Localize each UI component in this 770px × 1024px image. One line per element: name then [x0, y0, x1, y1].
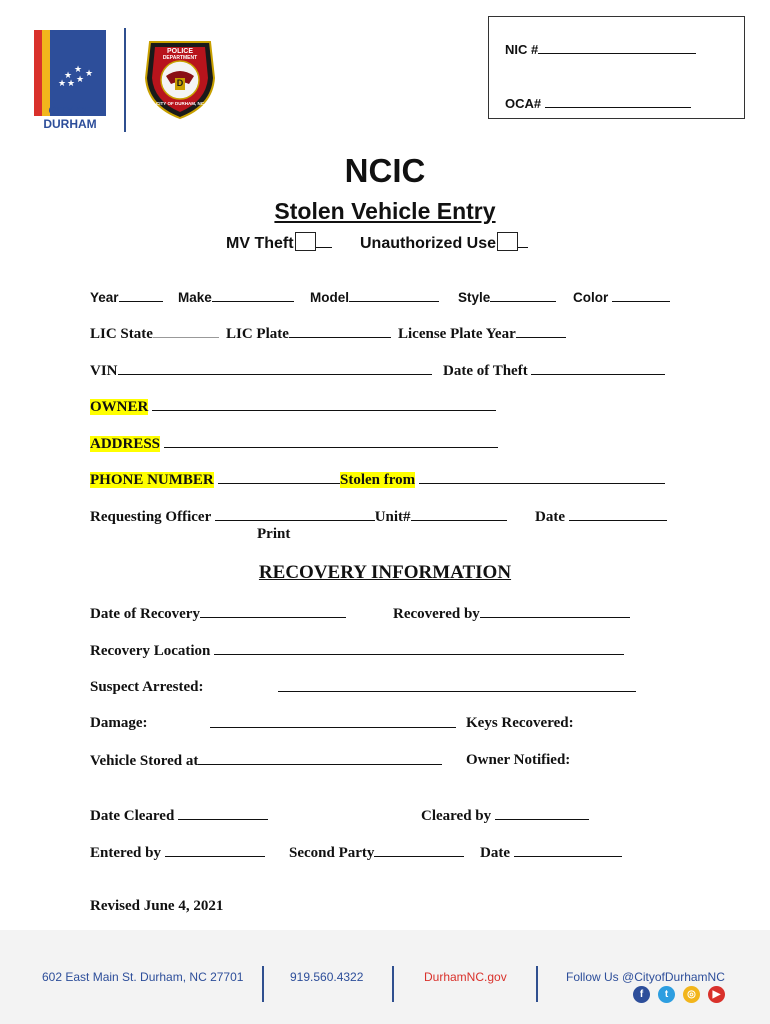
svg-text:★: ★ [74, 65, 83, 75]
badge-top-text: POLICE [166, 48, 194, 55]
make-field[interactable] [178, 289, 294, 305]
facebook-icon[interactable]: f [633, 986, 650, 1003]
page-footer [0, 930, 770, 1024]
recovery-location-field[interactable] [90, 642, 624, 660]
badge-letter: D [176, 78, 184, 88]
footer-divider [262, 966, 264, 1002]
owner-label: OWNER [90, 399, 149, 415]
keys-recovered-label: Keys Recovered: [466, 715, 574, 731]
mv-theft-option[interactable] [226, 232, 332, 253]
logo-divider [124, 28, 126, 132]
date-of-recovery-label: Date of Recovery [90, 606, 200, 622]
nic-label: NIC # [505, 42, 539, 57]
date-of-theft-field[interactable] [443, 362, 665, 380]
lic-state-field[interactable] [90, 325, 219, 343]
oca-field[interactable] [505, 95, 691, 111]
plate-year-label: License Plate Year [398, 326, 516, 342]
footer-address: 602 East Main St. Durham, NC 27701 [42, 970, 244, 984]
recovered-by-label: Recovered by [393, 606, 480, 622]
officer-date-label: Date [535, 509, 565, 525]
address-field[interactable] [90, 435, 498, 453]
city-logo-line1: CITY OF [48, 105, 92, 117]
unit-label: Unit# [374, 509, 411, 525]
svg-text:★: ★ [85, 69, 94, 79]
second-party-field[interactable] [289, 844, 464, 862]
phone-field[interactable] [90, 471, 346, 489]
date-of-recovery-field[interactable] [90, 605, 346, 623]
year-label: Year [90, 290, 119, 305]
stolen-from-label: Stolen from [340, 472, 416, 488]
owner-field[interactable] [90, 398, 496, 416]
footer-phone: 919.560.4322 [290, 970, 364, 984]
unauthorized-use-checkbox[interactable] [497, 232, 518, 251]
badge-dept-text: DEPARTMENT [162, 55, 198, 61]
recovery-location-label: Recovery Location [90, 643, 211, 659]
vin-label: VIN [90, 363, 118, 379]
make-label: Make [178, 290, 212, 305]
svg-text:★: ★ [58, 79, 67, 88]
page-title: NCIC [344, 152, 426, 189]
second-party-label: Second Party [289, 845, 375, 861]
entered-by-label: Entered by [90, 845, 161, 861]
phone-label: PHONE NUMBER [90, 472, 214, 488]
entry-date-label: Date [480, 845, 510, 861]
damage-field[interactable] [210, 715, 456, 733]
twitter-icon[interactable]: t [658, 986, 675, 1003]
address-label: ADDRESS [90, 436, 161, 452]
cleared-by-label: Cleared by [421, 808, 492, 824]
mv-theft-checkbox[interactable] [295, 232, 316, 251]
model-label: Model [310, 290, 349, 305]
svg-text:★: ★ [76, 75, 85, 85]
footer-follow: Follow Us @CityofDurhamNC [566, 970, 725, 984]
unauthorized-use-option[interactable] [360, 232, 528, 253]
vehicle-stored-label: Vehicle Stored at [90, 753, 199, 769]
svg-text:★: ★ [64, 71, 73, 81]
color-label: Color [573, 290, 609, 305]
recovery-heading: RECOVERY INFORMATION [258, 562, 512, 583]
mv-theft-label: MV Theft [226, 235, 294, 252]
city-of-durham-logo [34, 30, 106, 134]
revised-date: Revised June 4, 2021 [90, 898, 224, 914]
year-field[interactable] [90, 289, 163, 305]
youtube-icon[interactable]: ▶ [708, 986, 725, 1003]
damage-label: Damage: [90, 715, 148, 731]
model-field[interactable] [310, 289, 439, 305]
officer-date-field[interactable] [535, 508, 667, 526]
suspect-arrested-label: Suspect Arrested: [90, 679, 204, 695]
stolen-from-field[interactable] [340, 471, 665, 489]
svg-text:★: ★ [67, 79, 76, 88]
badge-bottom-text: CITY OF DURHAM, NC [156, 101, 204, 106]
page-subtitle: Stolen Vehicle Entry [274, 198, 496, 224]
entered-by-field[interactable] [90, 844, 265, 862]
nic-field[interactable] [505, 41, 696, 57]
lic-state-label: LIC State [90, 326, 153, 342]
footer-divider [536, 966, 538, 1002]
entry-date-field[interactable] [480, 844, 622, 862]
unauthorized-use-label: Unauthorized Use [360, 235, 497, 252]
style-label: Style [458, 290, 491, 305]
requesting-officer-field[interactable] [90, 508, 507, 526]
vehicle-stored-field[interactable] [90, 752, 442, 770]
lic-plate-label: LIC Plate [226, 326, 289, 342]
date-cleared-label: Date Cleared [90, 808, 175, 824]
cleared-by-field[interactable] [421, 807, 589, 825]
lic-plate-field[interactable] [226, 325, 391, 343]
color-field[interactable] [573, 289, 670, 305]
print-label: Print [257, 526, 291, 542]
date-of-theft-label: Date of Theft [443, 363, 528, 379]
police-department-badge [142, 38, 218, 120]
style-field[interactable] [458, 289, 556, 305]
instagram-icon[interactable]: ◎ [683, 986, 700, 1003]
suspect-arrested-field[interactable] [278, 679, 636, 697]
stars-icon [58, 64, 100, 88]
footer-website-link[interactable]: DurhamNC.gov [424, 970, 507, 984]
recovered-by-field[interactable] [393, 605, 630, 623]
city-logo-line2: DURHAM [43, 117, 97, 131]
vin-field[interactable] [90, 362, 432, 380]
oca-label: OCA# [505, 96, 542, 111]
owner-notified-label: Owner Notified: [466, 752, 571, 768]
footer-divider [392, 966, 394, 1002]
nic-oca-box [488, 16, 745, 119]
requesting-officer-label: Requesting Officer [90, 509, 211, 525]
plate-year-field[interactable] [398, 325, 566, 343]
date-cleared-field[interactable] [90, 807, 268, 825]
